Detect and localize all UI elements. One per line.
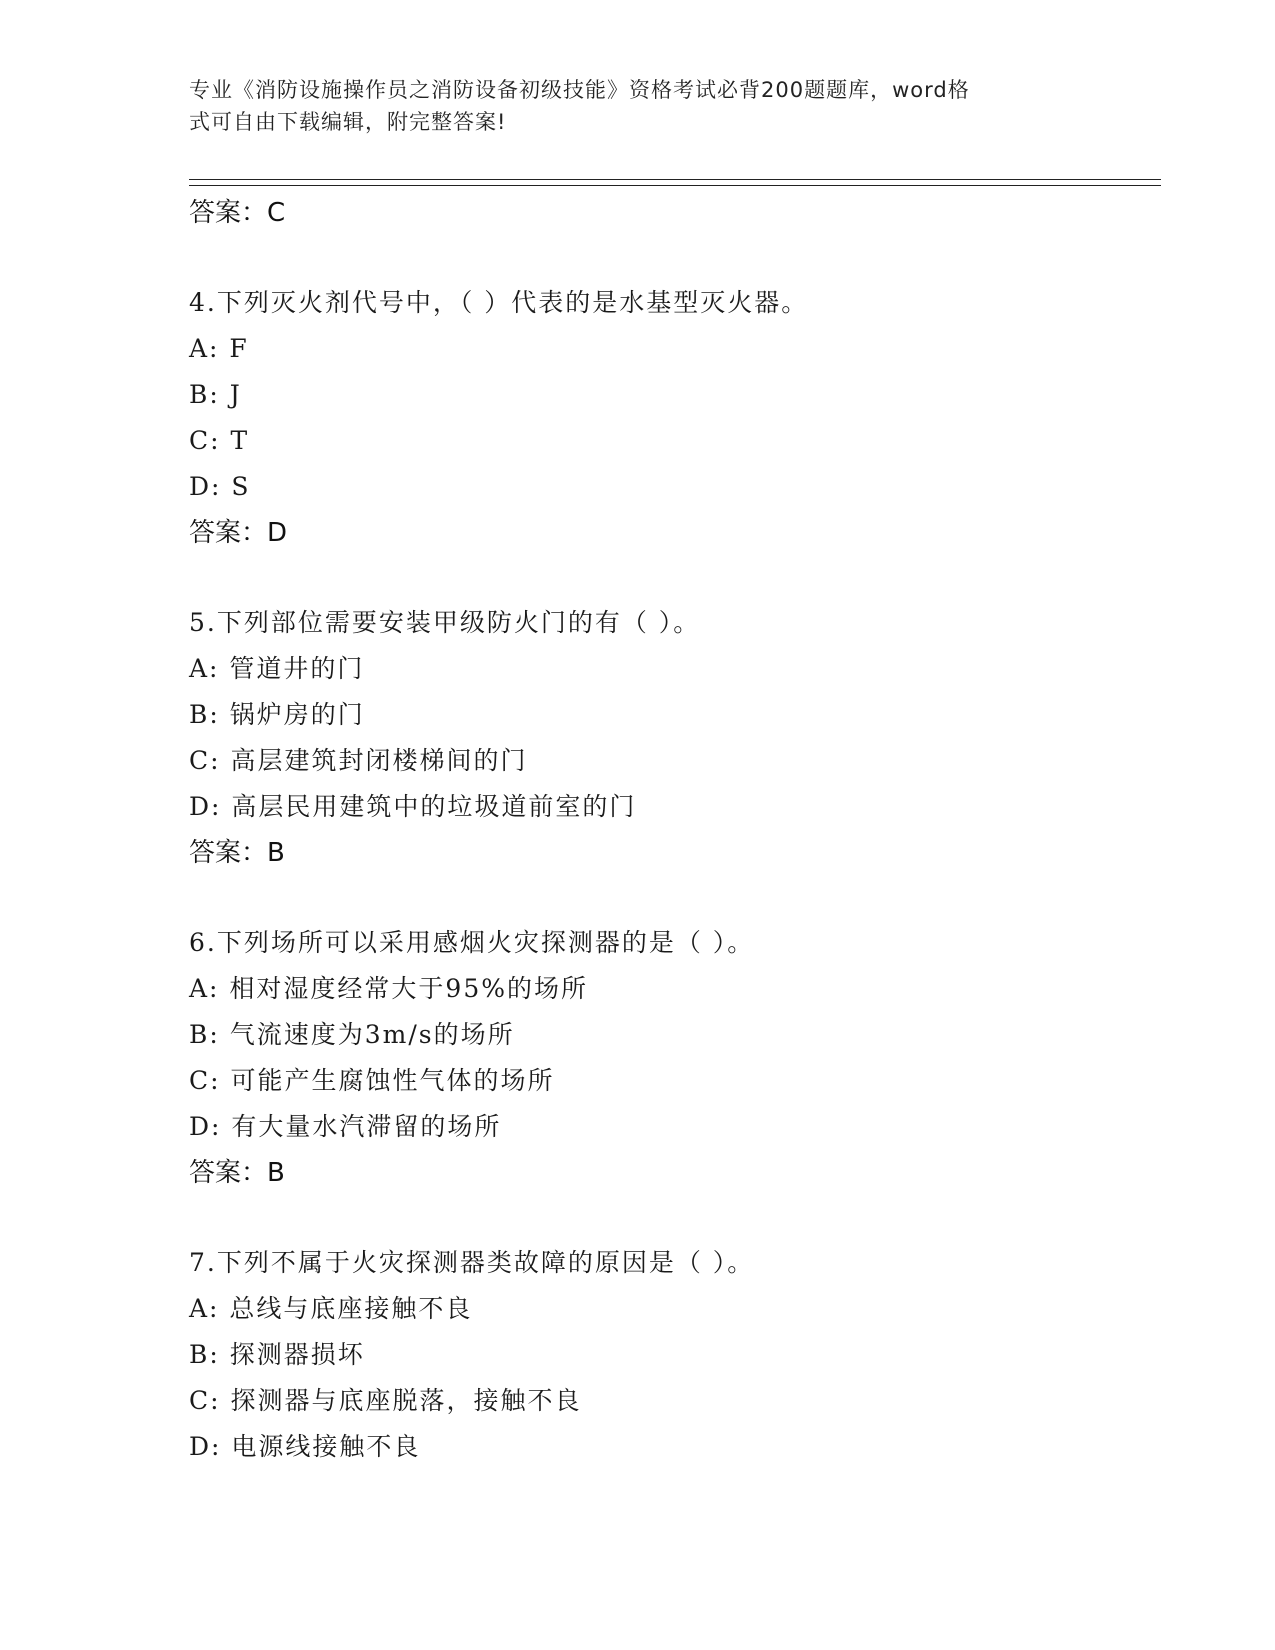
question-4-option-b: B: J bbox=[189, 380, 242, 409]
answer-q5: 答案：B bbox=[189, 838, 285, 868]
question-6-option-d: D: 有大量水汽滞留的场所 bbox=[189, 1112, 502, 1141]
question-5-option-b: B: 锅炉房的门 bbox=[189, 700, 365, 729]
answer-q6: 答案：B bbox=[189, 1158, 285, 1188]
block-spacer bbox=[189, 236, 1149, 280]
answer-q4: 答案：D bbox=[189, 518, 288, 548]
header-line-2: 式可自由下载编辑，附完整答案! bbox=[189, 110, 507, 134]
question-5-option-d: D: 高层民用建筑中的垃圾道前室的门 bbox=[189, 792, 637, 821]
header-divider-top bbox=[189, 179, 1161, 180]
question-6-option-a: A: 相对湿度经常大于95%的场所 bbox=[189, 974, 588, 1003]
block-spacer bbox=[189, 876, 1149, 920]
question-5-option-a: A: 管道井的门 bbox=[189, 654, 365, 683]
answer-q3: 答案：C bbox=[189, 198, 286, 228]
question-7-option-a: A: 总线与底座接触不良 bbox=[189, 1294, 473, 1323]
question-4-option-c: C: T bbox=[189, 426, 250, 455]
question-6-option-c: C: 可能产生腐蚀性气体的场所 bbox=[189, 1066, 555, 1095]
question-5-text: 5.下列部位需要安装甲级防火门的有（ ）。 bbox=[189, 608, 701, 637]
question-7-option-d: D: 电源线接触不良 bbox=[189, 1432, 421, 1461]
question-list bbox=[189, 190, 1149, 1470]
block-spacer bbox=[189, 1196, 1149, 1240]
question-7-option-b: B: 探测器损坏 bbox=[189, 1340, 365, 1369]
header-line-1: 专业《消防设施操作员之消防设备初级技能》资格考试必背200题题库，word格 bbox=[189, 78, 970, 102]
header-divider-bottom bbox=[189, 185, 1161, 186]
question-4-option-a: A: F bbox=[189, 334, 249, 363]
question-6-option-b: B: 气流速度为3m/s的场所 bbox=[189, 1020, 515, 1049]
question-4-text: 4.下列灭火剂代号中，（ ）代表的是水基型灭火器。 bbox=[189, 288, 809, 317]
question-4-option-d: D: S bbox=[189, 472, 251, 501]
question-7-text: 7.下列不属于火灾探测器类故障的原因是（ ）。 bbox=[189, 1248, 755, 1277]
question-7-option-c: C: 探测器与底座脱落，接触不良 bbox=[189, 1386, 582, 1415]
document-header bbox=[189, 74, 1089, 138]
block-spacer bbox=[189, 556, 1149, 600]
question-5-option-c: C: 高层建筑封闭楼梯间的门 bbox=[189, 746, 528, 775]
question-6-text: 6.下列场所可以采用感烟火灾探测器的是（ ）。 bbox=[189, 928, 755, 957]
